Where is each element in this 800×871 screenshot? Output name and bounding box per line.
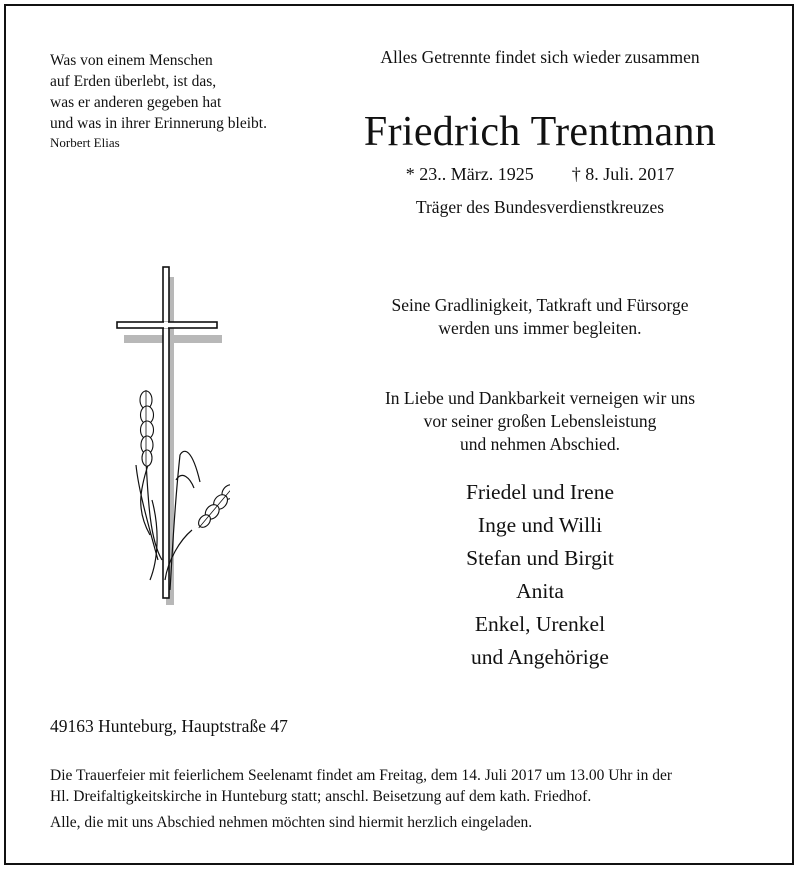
mourner-entry: Enkel, Urenkel — [474, 612, 606, 636]
mourner-entry: Anita — [516, 579, 564, 603]
service-info — [50, 765, 672, 807]
mourner-entry: Stefan und Birgit — [466, 546, 614, 570]
service-line: Hl. Dreifaltigkeitskirche in Hunteburg statt; anschl. Beisetzung auf dem kath. Friedhof. — [50, 788, 592, 805]
birth-date: * 23.. März. 1925 — [405, 164, 534, 184]
motto: Alles Getrennte findet sich wieder zusammen — [380, 47, 700, 67]
farewell-text — [340, 387, 740, 456]
tribute-line: Seine Gradlinigkeit, Tatkraft und Fürsorge — [391, 295, 689, 315]
quote-block — [50, 50, 267, 152]
mourner-entry: und Angehörige — [471, 645, 609, 669]
service-line: Die Trauerfeier mit feierlichem Seelenamt findet am Freitag, dem 14. Juli 2017 um 13.00 Uhr in der — [50, 767, 672, 784]
mourner-entry: Friedel und Irene — [465, 480, 615, 504]
honor-line: Träger des Bundesverdienstkreuzes — [415, 197, 665, 217]
cross-with-wheat-icon — [110, 260, 230, 610]
death-date: † 8. Juli. 2017 — [571, 164, 675, 184]
tribute-text — [340, 294, 740, 340]
quote-line: und was in ihrer Erinnerung bleibt. — [50, 115, 267, 132]
quote-author: Norbert Elias — [50, 135, 120, 150]
farewell-line: vor seiner großen Lebensleistung — [423, 411, 657, 431]
farewell-line: und nehmen Abschied. — [460, 434, 620, 454]
quote-line: Was von einem Menschen — [50, 52, 213, 69]
farewell-line: In Liebe und Dankbarkeit verneigen wir uns — [384, 388, 696, 408]
tribute-line: werden uns immer begleiten. — [438, 318, 642, 338]
quote-line: auf Erden überlebt, ist das, — [50, 73, 217, 90]
quote-line: was er anderen gegeben hat — [50, 94, 222, 111]
life-dates — [360, 164, 720, 185]
invitation: Alle, die mit uns Abschied nehmen möchten sind hiermit herzlich eingeladen. — [50, 814, 533, 831]
mourners-list — [340, 476, 740, 674]
address: 49163 Hunteburg, Hauptstraße 47 — [50, 716, 288, 736]
deceased-name: Friedrich Trentmann — [363, 109, 717, 155]
mourner-entry: Inge und Willi — [477, 513, 603, 537]
